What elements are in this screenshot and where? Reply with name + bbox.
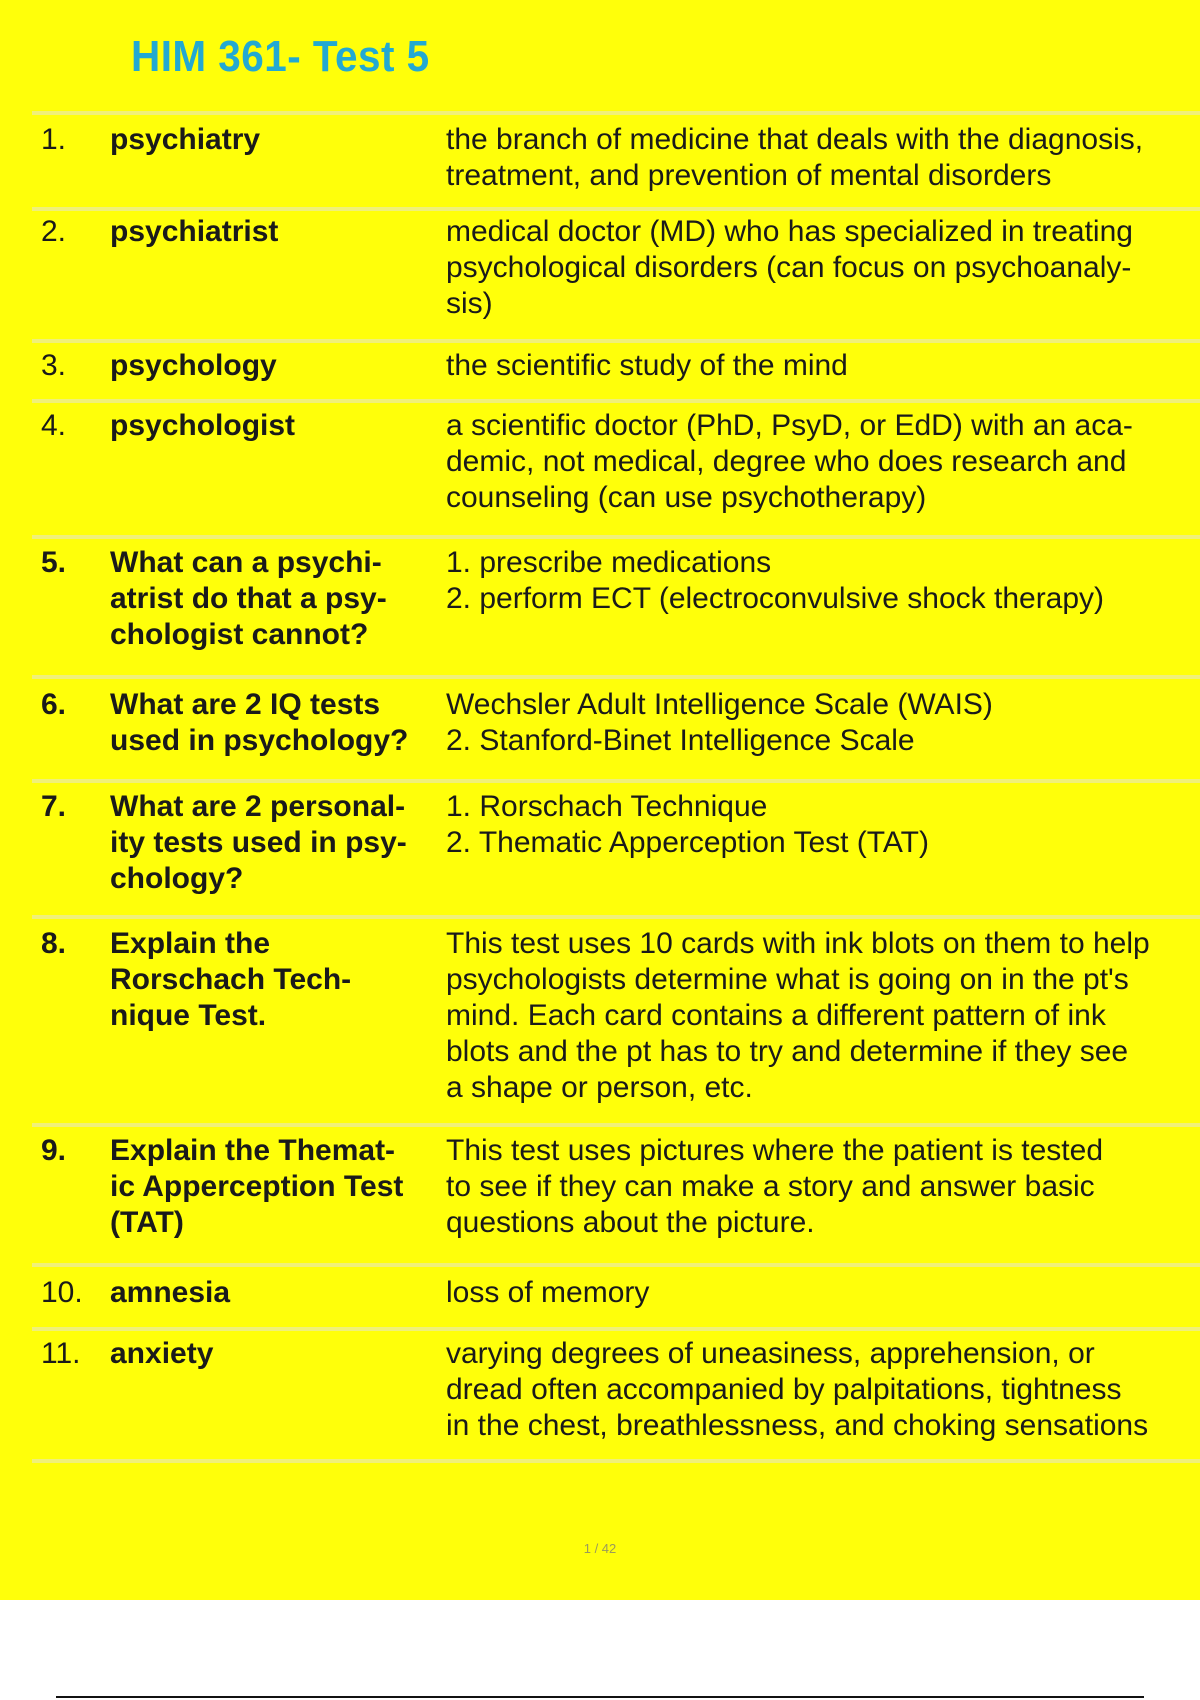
definition-line: demic, not medical, degree who does research and <box>446 445 1127 478</box>
bottom-divider <box>56 1696 1144 1698</box>
term-line: ic Apperception Test <box>110 1170 404 1203</box>
flashcard-row <box>32 783 1200 919</box>
definition-line: sis) <box>446 287 493 320</box>
page-number: 1 / 42 <box>583 1541 617 1556</box>
definition-line: psychologists determine what is going on in the pt's <box>446 963 1129 996</box>
card-number: 3. <box>41 349 67 382</box>
card-number: 6. <box>41 688 67 721</box>
definition-line: This test uses 10 cards with ink blots on them to help <box>446 927 1150 960</box>
card-definition <box>446 214 1200 339</box>
definition-line: treatment, and prevention of mental disorders <box>446 159 1052 192</box>
term-line: anxiety <box>110 1337 214 1370</box>
definition-line: 2. perform ECT (electroconvulsive shock therapy) <box>446 582 1105 615</box>
term-line: Explain the <box>110 927 271 960</box>
card-term <box>110 122 446 207</box>
card-number: 9. <box>41 1134 67 1167</box>
flashcard-row <box>32 1331 1200 1463</box>
card-term <box>110 348 446 399</box>
card-number: 5. <box>41 546 67 579</box>
card-definition <box>446 408 1200 535</box>
definition-line: psychological disorders (can focus on psychoanaly- <box>446 251 1132 284</box>
card-number: 8. <box>41 927 67 960</box>
definition-line: to see if they can make a story and answer basic <box>446 1170 1095 1203</box>
card-definition <box>446 1133 1200 1263</box>
term-line: psychologist <box>110 409 296 442</box>
term-line: psychiatrist <box>110 215 279 248</box>
card-definition <box>446 1336 1200 1459</box>
term-line: (TAT) <box>110 1206 184 1239</box>
card-number: 10. <box>41 1276 83 1309</box>
flashcard-row <box>32 211 1200 343</box>
definition-line: This test uses pictures where the patient is tested <box>446 1134 1103 1167</box>
term-line: atrist do that a psy- <box>110 582 387 615</box>
definition-line: in the chest, breathlessness, and choking sensations <box>446 1409 1149 1442</box>
definition-line: questions about the picture. <box>446 1206 815 1239</box>
card-definition <box>446 1275 1200 1327</box>
card-definition <box>446 348 1200 399</box>
term-line: What are 2 personal- <box>110 790 406 823</box>
term-line: What are 2 IQ tests <box>110 688 381 721</box>
definition-line: 2. Stanford-Binet Intelligence Scale <box>446 724 915 757</box>
card-term <box>110 408 446 535</box>
card-number: 4. <box>41 409 67 442</box>
flashcard-row <box>32 679 1200 783</box>
term-line: nique Test. <box>110 999 267 1032</box>
definition-line: Wechsler Adult Intelligence Scale (WAIS) <box>446 688 993 721</box>
page-title: HIM 361- Test 5 <box>131 32 430 81</box>
definition-line: blots and the pt has to try and determine if they see <box>446 1035 1129 1068</box>
card-term <box>110 926 446 1123</box>
definition-line: counseling (can use psychotherapy) <box>446 481 927 514</box>
flashcard-row <box>32 539 1200 679</box>
term-line: amnesia <box>110 1276 231 1309</box>
card-term <box>110 545 446 675</box>
definition-line: loss of memory <box>446 1276 650 1309</box>
definition-line: 1. Rorschach Technique <box>446 790 768 823</box>
card-term <box>110 1133 446 1263</box>
term-line: psychiatry <box>110 123 261 156</box>
definition-line: varying degrees of uneasiness, apprehension, or <box>446 1337 1095 1370</box>
card-number: 11. <box>41 1337 81 1370</box>
card-definition <box>446 789 1200 915</box>
definition-line: mind. Each card contains a different pattern of ink <box>446 999 1106 1032</box>
card-number: 2. <box>41 215 67 248</box>
term-line: ity tests used in psy- <box>110 826 407 859</box>
flashcard-row <box>32 403 1200 539</box>
term-line: used in psychology? <box>110 724 409 757</box>
card-list <box>32 111 1200 1463</box>
card-term <box>110 1336 446 1459</box>
term-line: What can a psychi- <box>110 546 382 579</box>
flashcard-row <box>32 1127 1200 1267</box>
card-definition <box>446 122 1200 207</box>
card-definition <box>446 545 1200 675</box>
definition-line: medical doctor (MD) who has specialized in treating <box>446 215 1133 248</box>
term-line: chology? <box>110 862 244 895</box>
flashcard-row <box>32 1267 1200 1331</box>
card-number: 7. <box>41 790 67 823</box>
definition-line: a shape or person, etc. <box>446 1071 753 1104</box>
definition-line: the scientific study of the mind <box>446 349 848 382</box>
card-definition <box>446 926 1200 1123</box>
term-line: Explain the Themat- <box>110 1134 396 1167</box>
definition-line: a scientific doctor (PhD, PsyD, or EdD) with an aca- <box>446 409 1133 442</box>
flashcard-row <box>32 343 1200 403</box>
card-term <box>110 789 446 915</box>
definition-line: 2. Thematic Apperception Test (TAT) <box>446 826 929 859</box>
term-line: chologist cannot? <box>110 618 369 651</box>
card-term <box>110 687 446 779</box>
definition-line: the branch of medicine that deals with the diagnosis, <box>446 123 1144 156</box>
flashcard-row <box>32 115 1200 211</box>
card-definition <box>446 687 1200 779</box>
card-term <box>110 214 446 339</box>
card-number: 1. <box>41 123 67 156</box>
term-line: Rorschach Tech- <box>110 963 352 996</box>
card-term <box>110 1275 446 1327</box>
definition-line: dread often accompanied by palpitations, tightness <box>446 1373 1122 1406</box>
term-line: psychology <box>110 349 277 382</box>
flashcard-row <box>32 919 1200 1127</box>
definition-line: 1. prescribe medications <box>446 546 772 579</box>
